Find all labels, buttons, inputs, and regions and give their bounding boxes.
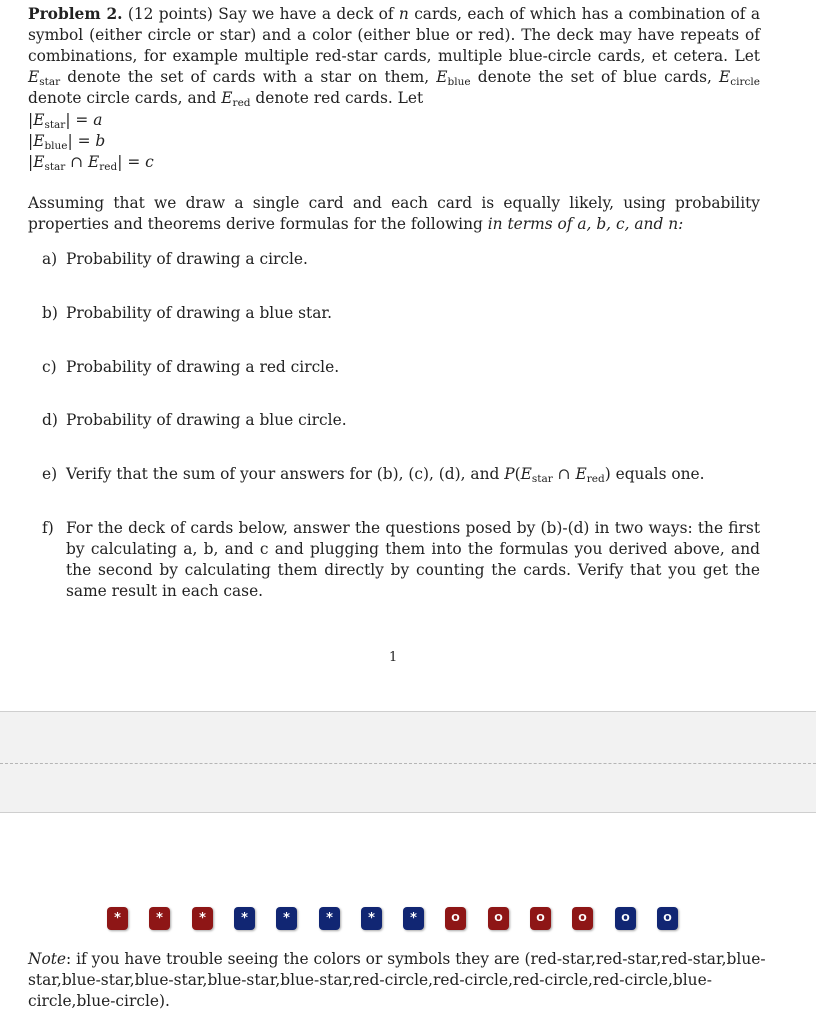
intro-text-3: denote the set of cards with a star on them, [60,68,437,86]
math-n: n [398,5,409,23]
equals: = [70,111,94,129]
sub-star: star [39,76,61,88]
question-label: c) [42,358,57,376]
question-e [42,464,760,485]
page-number: 1 [389,650,398,665]
equation-b [28,131,154,152]
intro-text-2: cards, each of which has a combination of a symbol (either circle or star) and a color (either blue or red). The deck may have repeats of combinations, for example multiple red-star cards, multiple blue-circle cards, et cetera. Let [28,5,760,65]
cap: ∩ [65,153,89,171]
equation-c [28,152,154,173]
question-label: f) [42,519,54,537]
sub-blue: blue [44,140,68,152]
math-P: P [504,465,515,483]
math-E-circle: E [719,68,731,86]
bar: | [28,111,34,129]
question-a [42,249,760,270]
intro-text-6: denote red cards. Let [250,89,424,107]
question-text: Probability of drawing a blue star. [66,304,332,322]
sub-red: red [586,473,605,485]
question-label: d) [42,411,58,429]
red-circle-card: O [572,907,593,930]
blue-circle-card: O [615,907,636,930]
equals: = [72,132,96,150]
red-star-card: * [107,907,128,930]
question-label: e) [42,465,58,483]
math-a: a [93,111,103,129]
question-label: a) [42,250,58,268]
bar: | [28,132,34,150]
red-circle-card: O [445,907,466,930]
question-d [42,410,760,431]
math-E: E [520,465,532,483]
math-b: b [95,132,106,150]
bar: | [117,153,123,171]
question-text: Probability of drawing a red circle. [66,358,340,376]
question-c [42,357,760,378]
page-gap-bottom [0,764,816,813]
paren-open: ( [514,465,521,483]
problem-points: (12 points) [127,5,213,23]
paren-close: ) [604,465,611,483]
note-label: Note [28,950,67,968]
math-E: E [33,132,45,150]
question-text: Probability of drawing a blue circle. [66,411,347,429]
bar: | [28,153,34,171]
math-E-red: E [221,89,233,107]
question-text-end: equals one. [610,465,705,483]
equals: = [122,153,146,171]
page-gap-top [0,711,816,764]
math-E: E [88,153,100,171]
assumption-text: Assuming that we draw a single card and each card is equally likely, using probability properties and theorems derive formulas for the following [28,194,760,233]
blue-circle-card: O [657,907,678,930]
sub-red: red [99,161,118,173]
sub-blue: blue [447,76,471,88]
red-circle-card: O [530,907,551,930]
bar: | [65,111,71,129]
red-star-card: * [192,907,213,930]
question-f [42,518,760,602]
red-star-card: * [149,907,170,930]
math-E: E [33,153,45,171]
blue-star-card: * [319,907,340,930]
equation-block [28,110,154,173]
sub-circle: circle [730,76,760,88]
note-text: : if you have trouble seeing the colors or symbols they are (red-star,red-star,red-star,blue-star,blue-star,blue-star,blue-star,blue-star,red-circle,red-circle,red-circle,red-circle,blue-circle,blue-circle). [28,950,766,1010]
math-E: E [575,465,587,483]
intro-text-1: Say we have a deck of [218,5,399,23]
sub-star: star [44,161,66,173]
intro-text-4: denote the set of blue cards, [470,68,720,86]
math-E: E [33,111,45,129]
problem-label: Problem 2. [28,5,123,23]
cap: ∩ [552,465,576,483]
question-label: b) [42,304,58,322]
equation-a [28,110,154,131]
blue-star-card: * [361,907,382,930]
question-b [42,303,760,324]
blue-star-card: * [276,907,297,930]
sub-red: red [232,97,251,109]
note-paragraph [28,949,773,1012]
question-text: Probability of drawing a circle. [66,250,308,268]
problem-intro [28,4,760,109]
red-circle-card: O [488,907,509,930]
bar: | [67,132,73,150]
question-text: For the deck of cards below, answer the questions posed by (b)-(d) in two ways: the first by calculating a, b, and c and plugging them into the formulas you derived above, and the second by calculating them directly by counting the cards. Verify that you get the same result in each case. [66,519,760,600]
math-c: c [145,153,154,171]
blue-star-card: * [403,907,424,930]
question-text: Verify that the sum of your answers for (b), (c), (d), and [66,465,505,483]
math-E-blue: E [436,68,448,86]
intro-text-5: denote circle cards, and [28,89,222,107]
blue-star-card: * [234,907,255,930]
math-E-star: E [28,68,40,86]
assumption-terms: in terms of a, b, c, and n: [487,215,684,233]
sub-star: star [531,473,553,485]
assumption-paragraph [28,193,760,235]
sub-star: star [44,119,66,131]
